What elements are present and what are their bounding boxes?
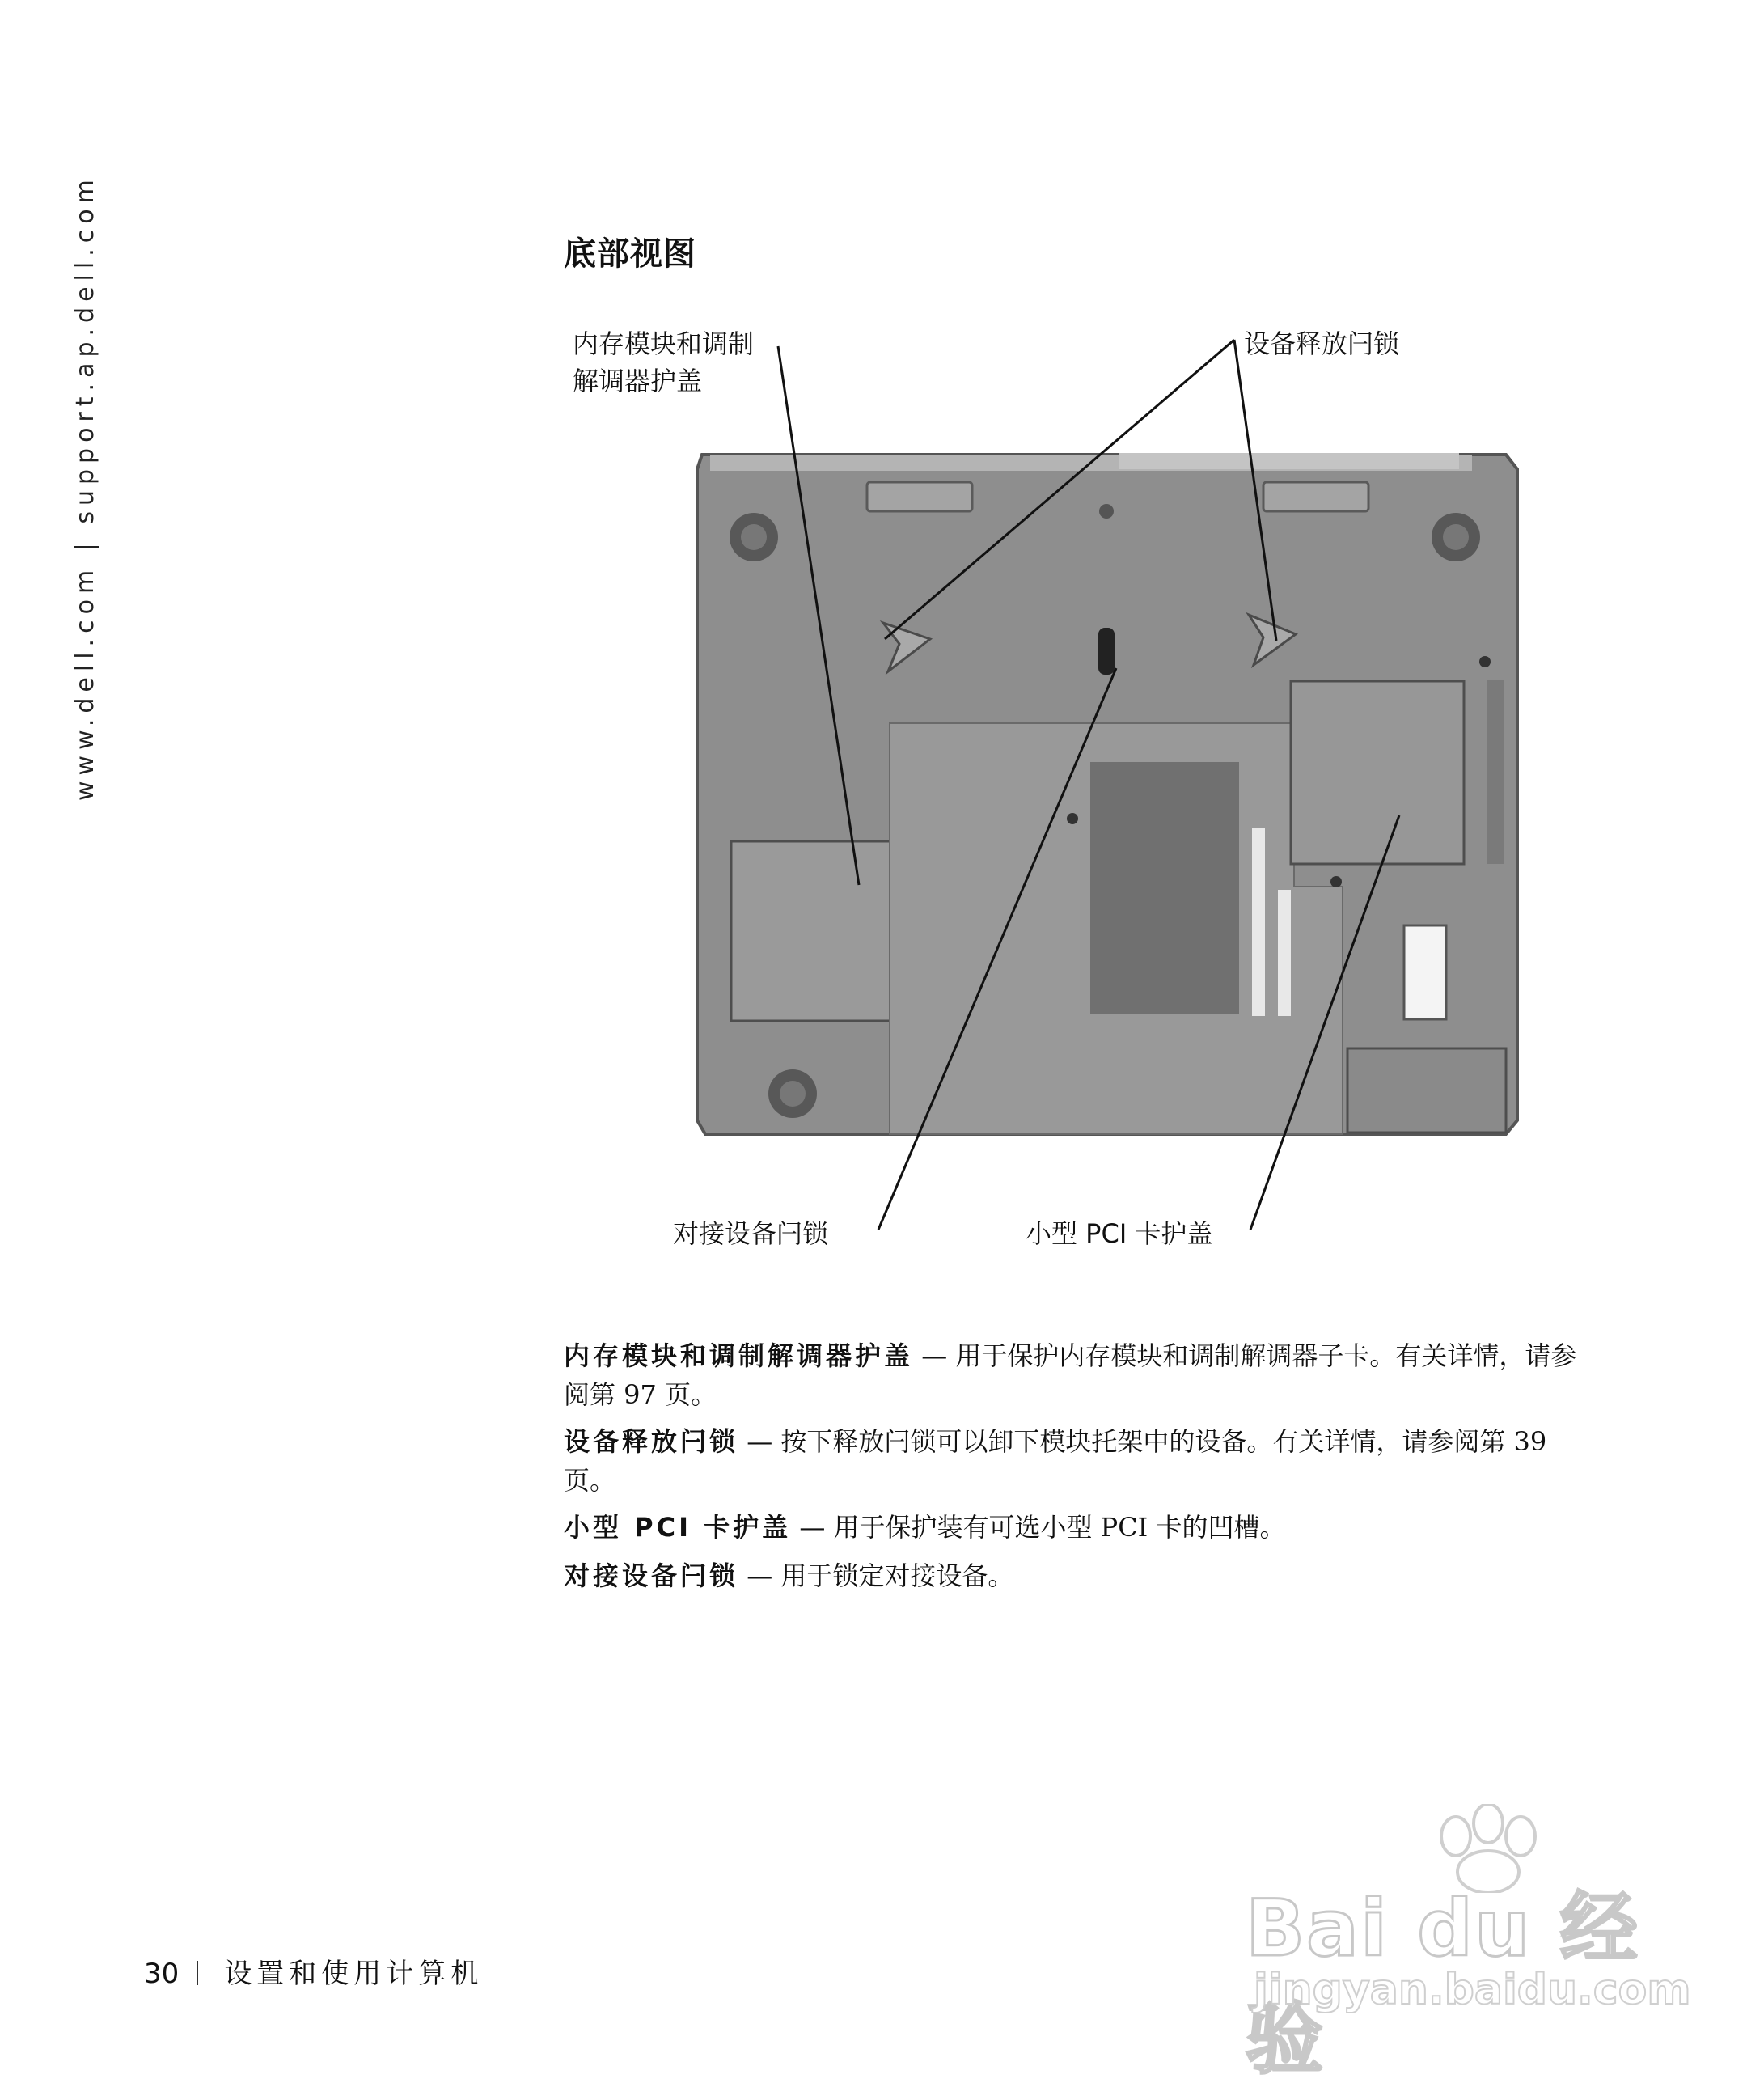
sidebar-url: www.dell.com | support.ap.dell.com xyxy=(71,174,99,801)
callout-memory-cover xyxy=(573,325,754,400)
watermark-brand: Bai du 经验 xyxy=(1246,1883,1639,2085)
description-term: 小型 PCI 卡护盖 xyxy=(564,1512,792,1543)
description-term: 内存模块和调制解调器护盖 xyxy=(564,1340,914,1371)
description-dash: — xyxy=(747,1426,773,1457)
callout-mini-pci-cover: 小型 PCI 卡护盖 xyxy=(1026,1218,1213,1249)
description-term: 对接设备闩锁 xyxy=(564,1560,739,1591)
section-title: 底部视图 xyxy=(564,235,696,273)
description-device-release xyxy=(564,1422,1591,1500)
description-dash: — xyxy=(747,1560,773,1591)
description-text: 用于保护内存模块和调制解调器子卡。有关详情，请参阅第 97 页。 xyxy=(564,1340,1577,1410)
chapter-title: 设置和使用计算机 xyxy=(224,1958,484,1990)
description-text: 按下释放闩锁可以卸下模块托架中的设备。有关详情，请参阅第 39 页。 xyxy=(564,1426,1547,1496)
baidu-watermark xyxy=(1246,1804,1691,2085)
description-docking-latch xyxy=(564,1556,1591,1595)
description-text: 用于保护装有可选小型 PCI 卡的凹槽。 xyxy=(833,1512,1286,1543)
callout-device-release: 设备释放闩锁 xyxy=(1244,328,1400,359)
callout-memory-cover-line1: 内存模块和调制 xyxy=(573,328,755,359)
page-number: 30 xyxy=(144,1958,180,1990)
description-memory-cover xyxy=(564,1336,1591,1414)
description-text: 用于锁定对接设备。 xyxy=(780,1560,1014,1591)
description-mini-pci-cover xyxy=(564,1508,1591,1547)
callout-memory-cover-line2: 解调器护盖 xyxy=(573,366,703,396)
watermark-url: jingyan.baidu.com xyxy=(1254,1966,1691,2014)
footer-divider xyxy=(197,1961,198,1985)
callout-docking-latch: 对接设备闩锁 xyxy=(673,1218,829,1249)
laptop-chassis xyxy=(697,453,1517,1134)
description-dash: — xyxy=(921,1340,948,1371)
description-dash: — xyxy=(799,1512,826,1543)
description-term: 设备释放闩锁 xyxy=(564,1426,739,1457)
page-footer xyxy=(144,1951,483,1991)
